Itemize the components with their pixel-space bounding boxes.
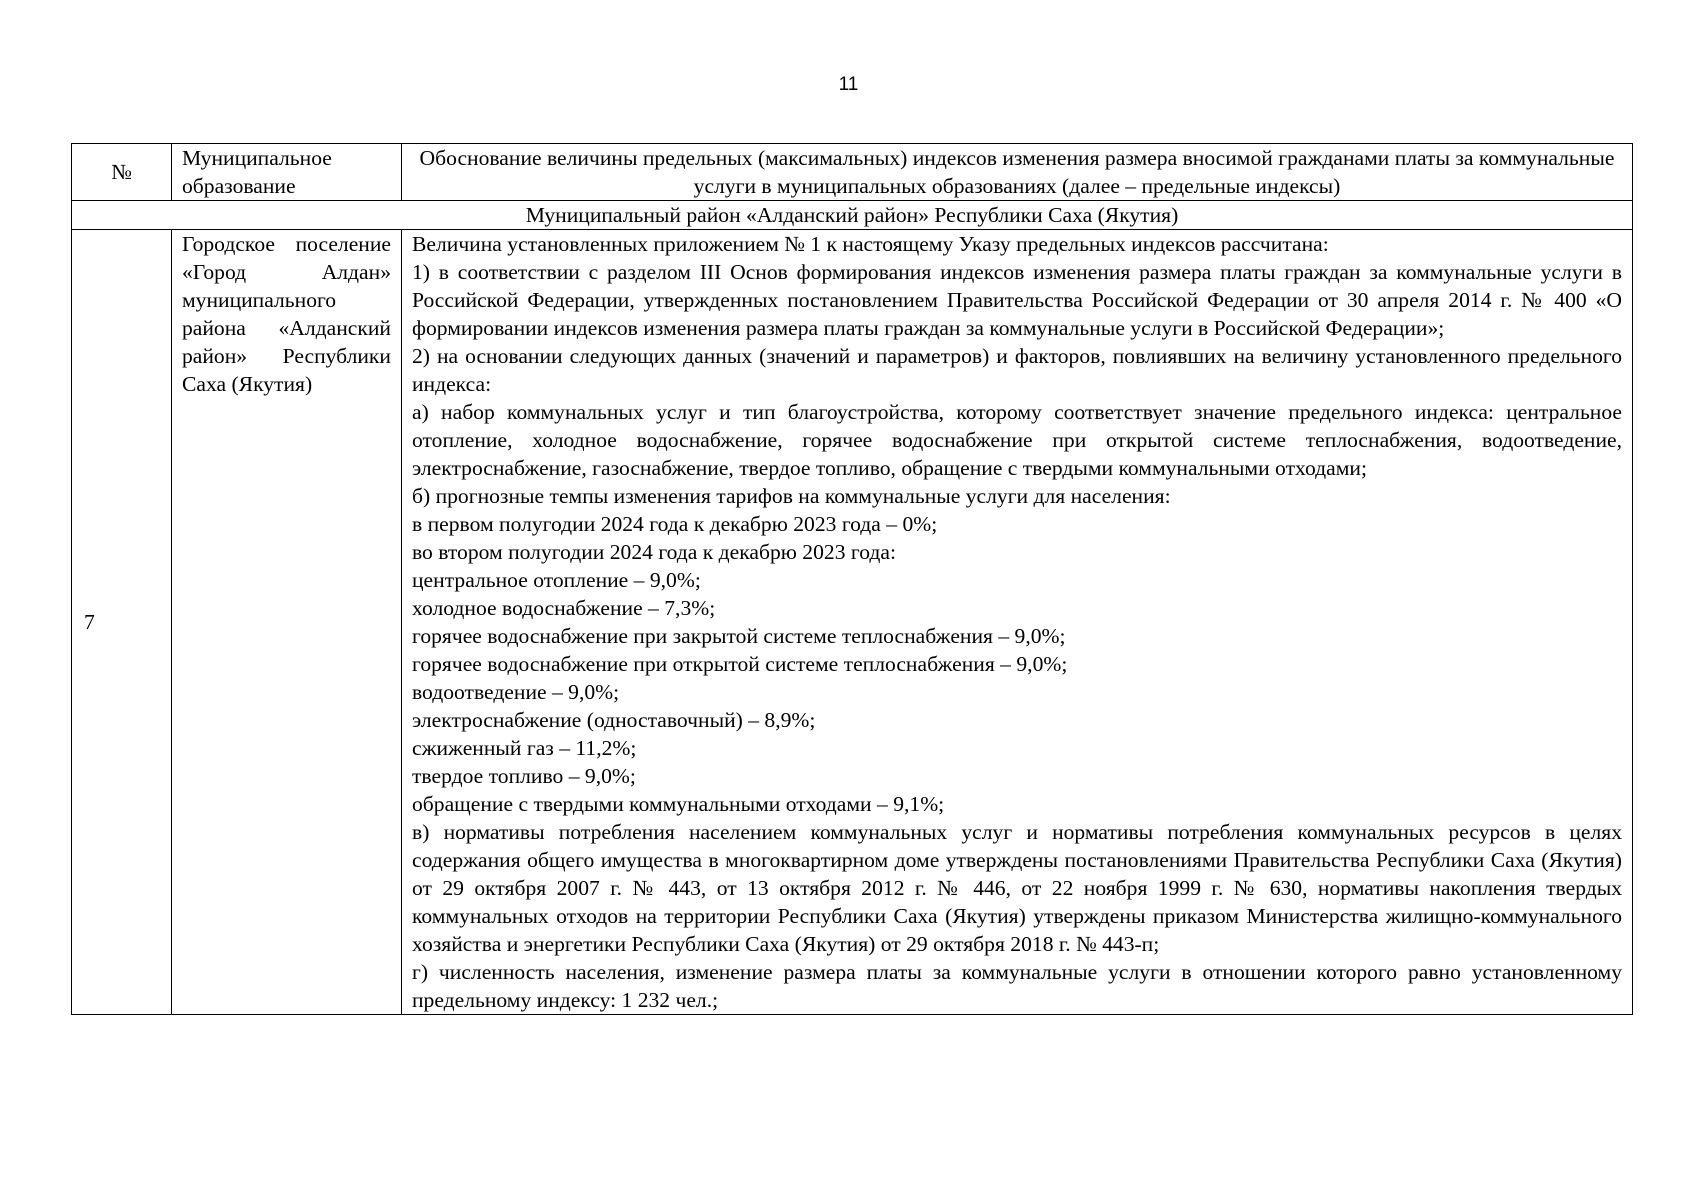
paragraph: обращение с твердыми коммунальными отходами – 9,1%; — [412, 792, 945, 816]
header-num: № — [72, 144, 172, 201]
justification-table — [71, 143, 1633, 1015]
paragraph: б) прогнозные темпы изменения тарифов на коммунальные услуги для населения: — [412, 484, 1171, 508]
district-row — [72, 201, 1633, 230]
paragraph: сжиженный газ – 11,2%; — [412, 736, 637, 760]
paragraph: 2) на основании следующих данных (значений и параметров) и факторов, повлиявших на величину установленного предельного индекса: — [412, 344, 1622, 396]
paragraph: г) численность населения, изменение размера платы за коммунальные услуги в отношении которого равно установленному предельному индексу: 1 232 чел.; — [412, 960, 1622, 1012]
row-justification — [402, 230, 1633, 1015]
paragraph: в) нормативы потребления населением коммунальных услуг и нормативы потребления коммунальных ресурсов в целях содержания общего имущества в многоквартирном доме утверждены постановлениями Правительства Республики Саха (Якутия) от 29 октября 2007 г. № 443, от 13 октября 2012 г. № 446, от 22 ноября 1999 г. № 630, нормативы накопления твердых коммунальных отходов на территории Республики Саха (Якутия) утверждены приказом Министерства жилищно-коммунального хозяйства и энергетики Республики Саха (Якутия) от 29 октября 2018 г. № 443-п; — [412, 820, 1622, 956]
paragraph: 1) в соответствии с разделом III Основ формирования индексов изменения размера платы граждан за коммунальные услуги в Российской Федерации, утвержденных постановлением Правительства Российской Федерации от 30 апреля 2014 г. № 400 «О формировании индексов изменения размера платы граждан за коммунальные услуги в Российской Федерации»; — [412, 260, 1622, 340]
page-number: 11 — [838, 74, 859, 95]
paragraph: водоотведение – 9,0%; — [412, 680, 620, 704]
table-row — [72, 230, 1633, 1015]
paragraph: Величина установленных приложением № 1 к настоящему Указу предельных индексов рассчитана: — [412, 232, 1329, 256]
paragraph: центральное отопление – 9,0%; — [412, 568, 701, 592]
header-municipality: Муниципальное образование — [172, 144, 402, 201]
paragraph: во втором полугодии 2024 года к декабрю 2023 года: — [412, 540, 896, 564]
paragraph: а) набор коммунальных услуг и тип благоустройства, которому соответствует значение предельного индекса: центральное отопление, холодное водоснабжение, горячее водоснабжение при открытой системе теплоснабжения, водоотведение, электроснабжение, газоснабжение, твердое топливо, обращение с твердыми коммунальными отходами; — [412, 400, 1622, 480]
paragraph: электроснабжение (одноставочный) – 8,9%; — [412, 708, 816, 732]
paragraph: горячее водоснабжение при открытой системе теплоснабжения – 9,0%; — [412, 652, 1068, 676]
paragraph: горячее водоснабжение при закрытой системе теплоснабжения – 9,0%; — [412, 624, 1066, 648]
paragraph: холодное водоснабжение – 7,3%; — [412, 596, 716, 620]
paragraph: твердое топливо – 9,0%; — [412, 764, 636, 788]
paragraph: в первом полугодии 2024 года к декабрю 2023 года – 0%; — [412, 512, 938, 536]
row-number: 7 — [72, 230, 172, 1015]
header-justification: Обоснование величины предельных (максимальных) индексов изменения размера вносимой гражданами платы за коммунальные услуги в муниципальных образованиях (далее – предельные индексы) — [402, 144, 1633, 201]
table-header-row — [72, 144, 1633, 201]
district-title: Муниципальный район «Алданский район» Республики Саха (Якутия) — [72, 201, 1633, 230]
row-municipality: Городское поселение «Город Алдан» муниципального района «Алданский район» Республики Саха (Якутия) — [172, 230, 402, 1015]
